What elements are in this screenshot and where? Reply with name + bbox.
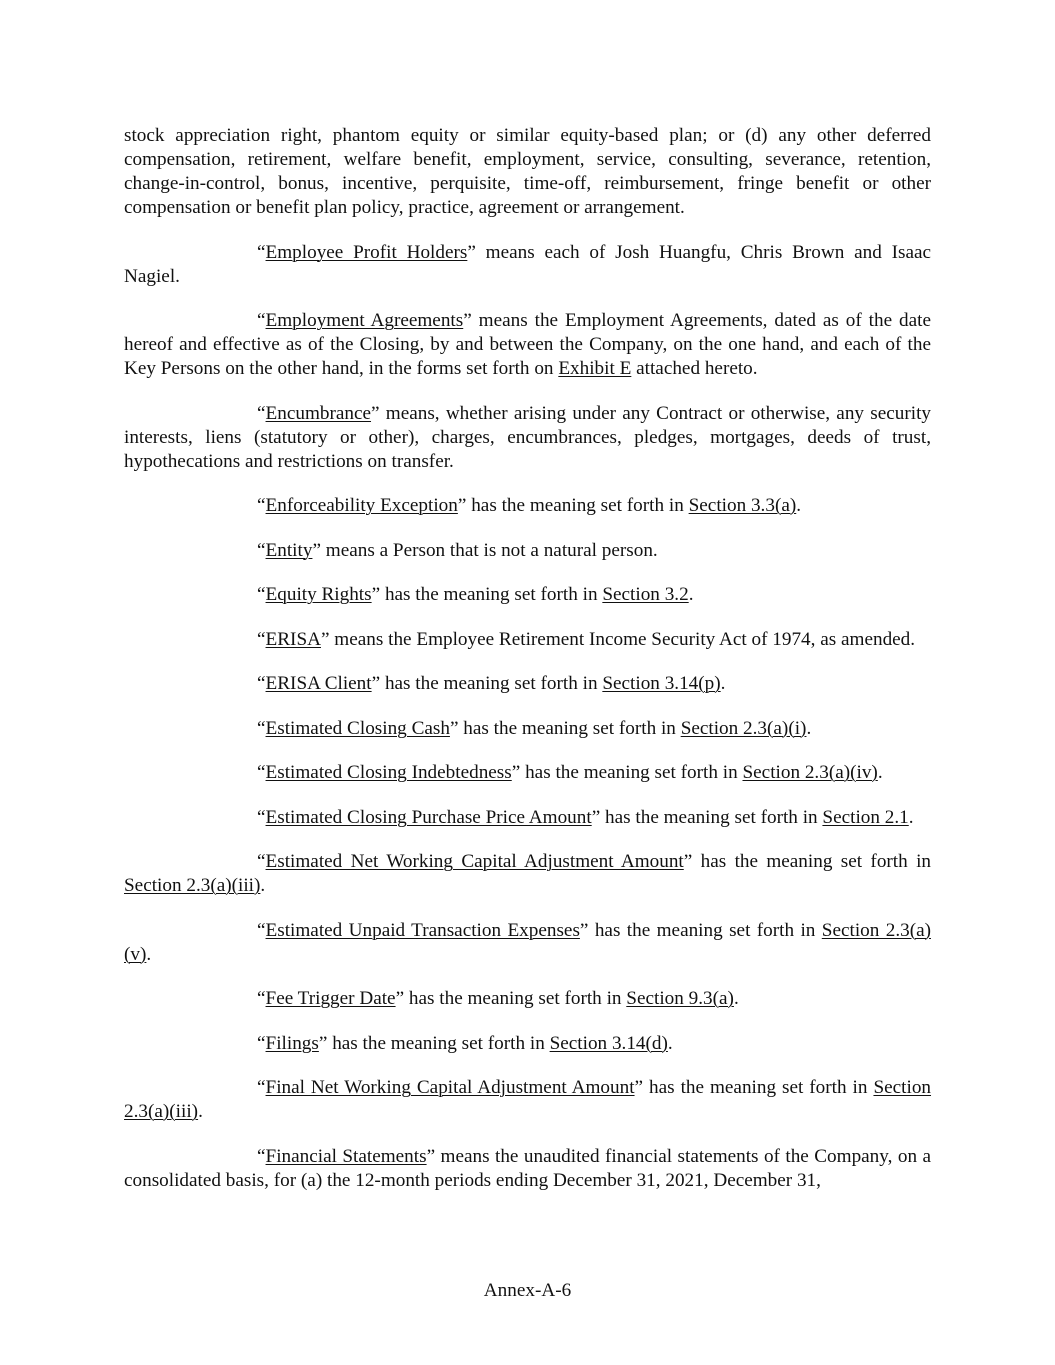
defined-term: Estimated Net Working Capital Adjustment Amount — [265, 851, 684, 872]
definition-paragraph: “ERISA Client” has the meaning set forth in Section 3.14(p). — [257, 673, 726, 694]
cross-reference: Section 9.3(a) — [626, 988, 734, 1009]
definition-paragraph: “Employment Agreements” means the Employment Agreements, dated as of the date hereof and effective as of the Closing, by and between the Company, on the one hand, and each of the Key Persons on the other hand, in the forms set forth on Exhibit E attached hereto. — [124, 310, 931, 379]
definition-paragraph: “Encumbrance” means, whether arising under any Contract or otherwise, any security interests, liens (statutory or other), charges, encumbrances, pledges, mortgages, deeds of trust, hypothecations and restrictions on transfer. — [124, 402, 931, 472]
defined-term: Estimated Closing Purchase Price Amount — [265, 806, 592, 828]
defined-term: Financial Statements — [265, 1145, 427, 1167]
definition-text: means, whether arising under any Contract or otherwise, any security interests, liens (statutory or other), charges, encumbrances, pledges, mortgages, deeds of trust, hypothecations and restrictions on transfer. — [124, 402, 931, 472]
definition-tail: . — [260, 875, 266, 896]
defined-term: Estimated Unpaid Transaction Expenses — [265, 919, 580, 941]
definition-text: has the meaning set forth in — [380, 584, 603, 605]
definition-paragraph: “Estimated Closing Purchase Price Amount” has the meaning set forth in Section 2.1. — [257, 806, 914, 828]
definition-tail: attached hereto. — [631, 358, 758, 379]
cross-reference: Section 2.3(a)(i) — [680, 717, 807, 739]
definition-paragraph: “Final Net Working Capital Adjustment Amount” has the meaning set forth in Section 2.3(a)(iii). — [124, 1077, 932, 1122]
definition-text: means the Employment Agreements, dated as of the date hereof and effective as of the Closing, by and between the Company, on the one hand, and each of the Key Persons on the other hand, in the forms set forth on — [124, 310, 931, 379]
cross-reference: Section 3.2 — [602, 584, 689, 605]
definition-text: has the meaning set forth in — [600, 806, 823, 828]
definition-text: has the meaning set forth in — [327, 1032, 550, 1054]
defined-term: Fee Trigger Date — [265, 988, 396, 1009]
defined-term: Final Net Working Capital Adjustment Amount — [265, 1077, 635, 1098]
definition-text: means each of Josh Huangfu, Chris Brown and Isaac Nagiel. — [124, 241, 932, 287]
definition-text: has the meaning set forth in — [466, 495, 689, 516]
definition-tail: . — [733, 988, 739, 1009]
definition-paragraph: “Filings” has the meaning set forth in Section 3.14(d). — [257, 1032, 673, 1054]
cross-reference: Section 3.14(d) — [549, 1032, 668, 1054]
defined-term: ERISA Client — [265, 673, 372, 694]
page-footer: Annex-A-6 — [483, 1280, 572, 1301]
defined-term: Entity — [265, 539, 313, 561]
cross-reference: Section 2.1 — [822, 806, 909, 828]
definition-tail: . — [908, 806, 914, 828]
definition-paragraph: “Enforceability Exception” has the meaning set forth in Section 3.3(a). — [257, 495, 802, 516]
defined-term: Filings — [265, 1032, 319, 1054]
cross-reference: Section 2.3(a)(iii) — [124, 1077, 932, 1122]
definition-text: has the meaning set forth in — [380, 673, 603, 694]
defined-term: ERISA — [265, 628, 321, 650]
cross-reference: Section 3.3(a) — [688, 495, 797, 516]
definition-text: has the meaning set forth in — [588, 919, 822, 941]
definition-text: means a Person that is not a natural person. — [320, 539, 658, 561]
cross-reference: Exhibit E — [558, 358, 632, 379]
definition-paragraph: “Employee Profit Holders” means each of Josh Huangfu, Chris Brown and Isaac Nagiel. — [124, 241, 932, 287]
definition-tail: . — [198, 1101, 203, 1122]
defined-term: Employee Profit Holders — [265, 241, 468, 263]
cross-reference: Section 2.3(a)(iii) — [124, 875, 261, 896]
definition-text: has the meaning set forth in — [458, 717, 681, 739]
definition-text: means the unaudited financial statements of the Company, on a consolidated basis, for (a) the 12-month periods ending December 31, 2021, December 31, — [124, 1145, 931, 1191]
definition-paragraph: “Entity” means a Person that is not a natural person. — [257, 539, 658, 561]
defined-term: Estimated Closing Cash — [265, 717, 450, 739]
definition-paragraph: “Estimated Closing Cash” has the meaning set forth in Section 2.3(a)(i). — [257, 717, 812, 739]
definition-text: has the meaning set forth in — [692, 851, 932, 872]
definition-paragraph: “Estimated Unpaid Transaction Expenses” has the meaning set forth in Section 2.3(a)(v). — [124, 919, 931, 965]
cross-reference: Section 3.14(p) — [602, 673, 721, 694]
definition-tail: . — [146, 943, 152, 965]
document-body — [124, 124, 931, 1213]
definition-text: has the meaning set forth in — [404, 988, 627, 1009]
definition-tail: . — [720, 673, 726, 694]
defined-term: Enforceability Exception — [265, 495, 458, 516]
defined-term: Employment Agreements — [265, 310, 464, 331]
definition-tail: . — [806, 717, 812, 739]
cross-reference: Section 2.3(a)(iv) — [742, 762, 878, 783]
definition-tail: . — [667, 1032, 673, 1054]
definition-tail: . — [796, 495, 802, 516]
definition-paragraph: “Estimated Net Working Capital Adjustment Amount” has the meaning set forth in Section 2.3(a)(iii). — [124, 851, 932, 896]
defined-term: Encumbrance — [265, 402, 372, 424]
definition-paragraph: “Financial Statements” means the unaudited financial statements of the Company, on a consolidated basis, for (a) the 12-month periods ending December 31, 2021, December 31, — [124, 1145, 931, 1191]
definition-paragraph: “Equity Rights” has the meaning set forth in Section 3.2. — [257, 584, 694, 605]
defined-term: Estimated Closing Indebtedness — [265, 762, 512, 783]
intro-paragraph: stock appreciation right, phantom equity or similar equity-based plan; or (d) any other deferred compensation, retirement, welfare benefit, employment, service, consulting, severance, retention, change-in-control, bonus, incentive, perquisite, time-off, reimbursement, fringe benefit or other compensation or benefit plan policy, practice, agreement or arrangement. — [124, 125, 931, 218]
definition-tail: . — [688, 584, 694, 605]
definitions-list — [124, 241, 931, 1193]
definition-tail: . — [877, 762, 883, 783]
definition-paragraph: “Fee Trigger Date” has the meaning set forth in Section 9.3(a). — [257, 988, 739, 1009]
definition-paragraph: “Estimated Closing Indebtedness” has the meaning set forth in Section 2.3(a)(iv). — [257, 762, 883, 783]
definition-text: has the meaning set forth in — [643, 1077, 874, 1098]
definition-text: has the meaning set forth in — [520, 762, 743, 783]
definition-text: means the Employee Retirement Income Security Act of 1974, as amended. — [329, 628, 916, 650]
definition-paragraph: “ERISA” means the Employee Retirement Income Security Act of 1974, as amended. — [257, 628, 916, 650]
defined-term: Equity Rights — [265, 584, 372, 605]
cross-reference: Section 2.3(a)(v) — [124, 919, 931, 965]
